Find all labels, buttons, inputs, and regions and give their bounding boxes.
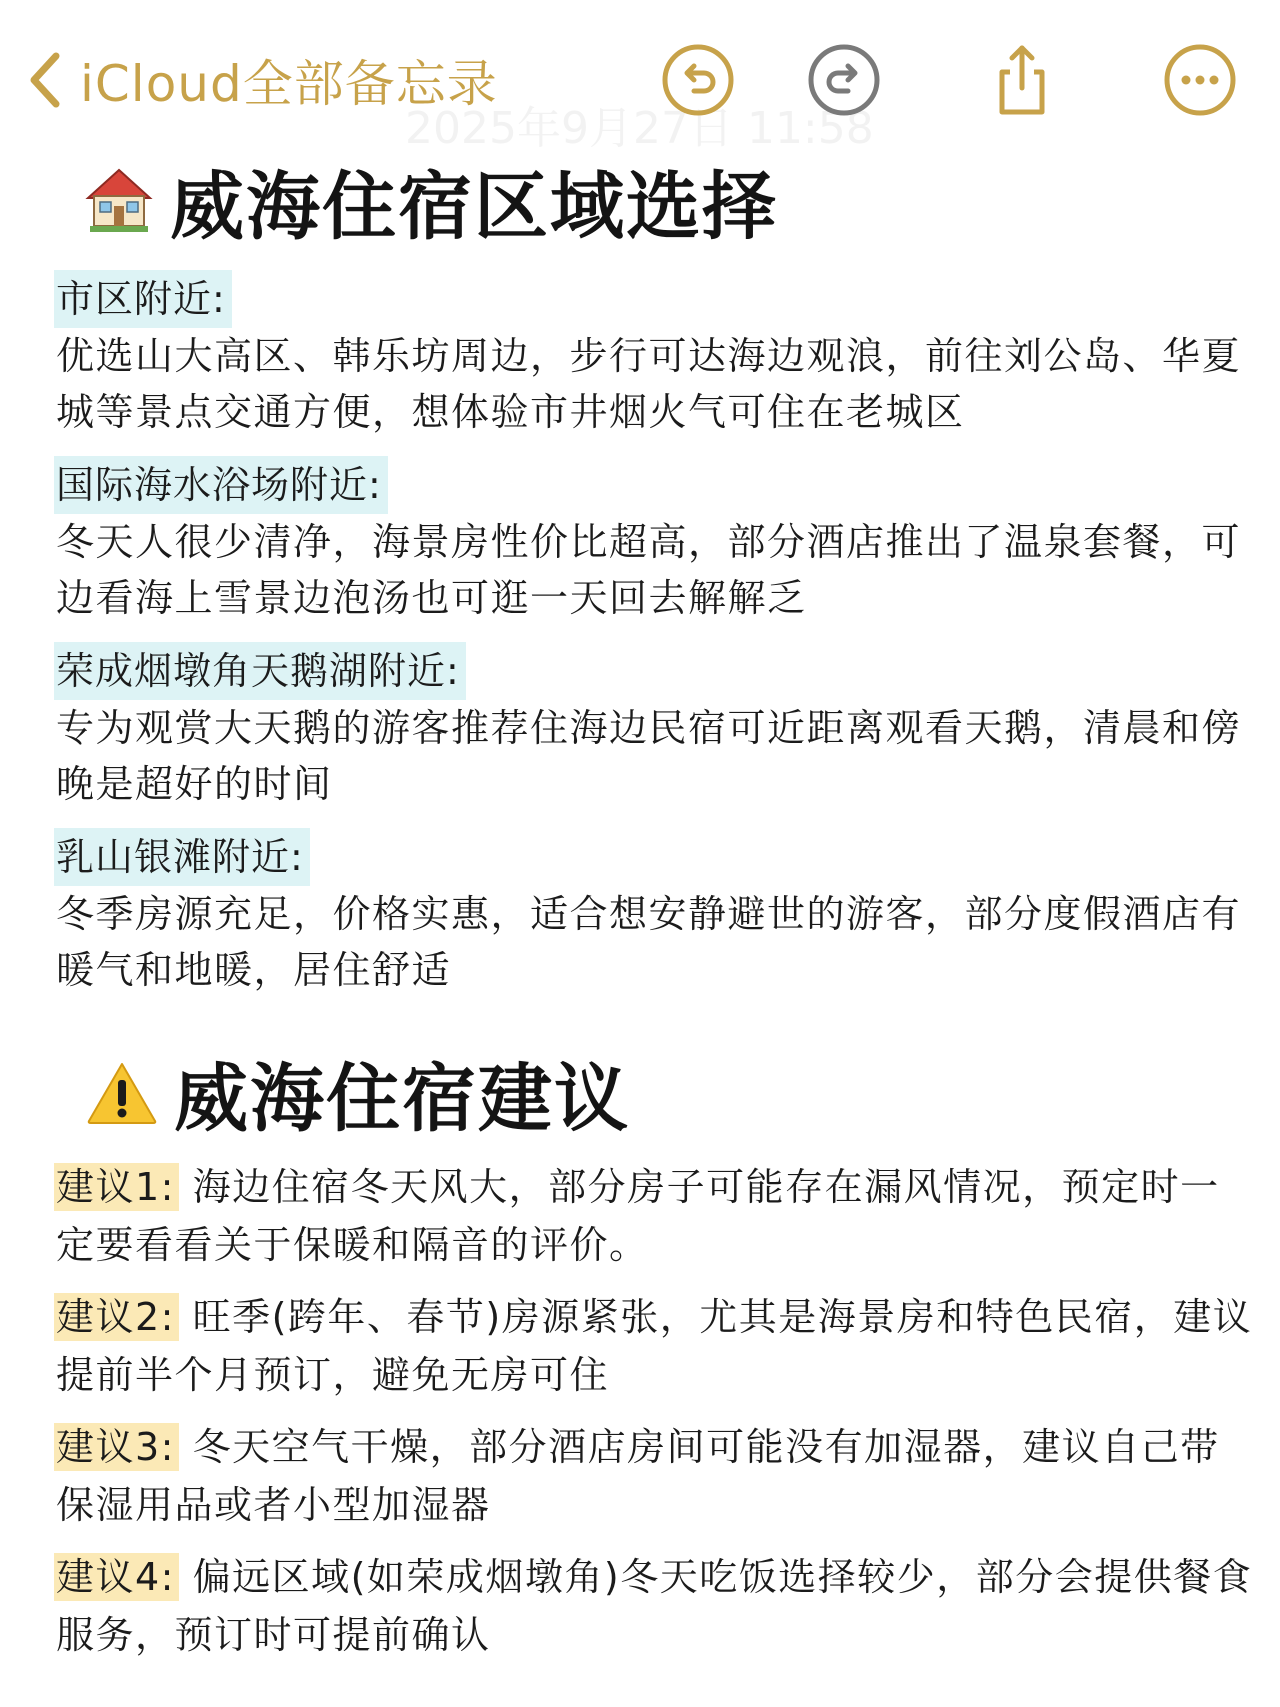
tip-item: [56, 1548, 1256, 1664]
area-description: 冬季房源充足，价格实惠，适合想安静避世的游客，部分度假酒店有暖气和地暖，居住舒适: [56, 892, 1242, 992]
house-icon: [84, 166, 154, 236]
tip-text: 海边住宿冬天风大，部分房子可能存在漏风情况，预定时一定要看看关于保暖和隔音的评价。: [56, 1165, 1220, 1267]
undo-button[interactable]: [660, 42, 736, 118]
section-title-areas: 威海住宿区域选择: [170, 164, 778, 250]
tip-list: [56, 1158, 1256, 1678]
area-item: [56, 828, 1256, 998]
area-item: [56, 456, 1256, 626]
redo-button[interactable]: [806, 42, 882, 118]
tip-text: 旺季(跨年、春节)房源紧张，尤其是海景房和特色民宿，建议提前半个月预订，避免无房可住: [56, 1295, 1253, 1397]
tip-label: 建议4:: [54, 1553, 179, 1601]
warning-icon: [86, 1060, 158, 1126]
area-title: 乳山银滩附近:: [54, 828, 310, 886]
area-item: [56, 642, 1256, 812]
more-button[interactable]: [1162, 42, 1238, 118]
tip-item: [56, 1158, 1256, 1274]
area-description: 专为观赏大天鹅的游客推荐住海边民宿可近距离观看天鹅，清晨和傍晚是超好的时间: [56, 706, 1242, 806]
navigation-bar: [0, 0, 1280, 160]
area-list: [56, 270, 1256, 1014]
chevron-left-icon: [26, 50, 62, 110]
area-item: [56, 270, 1256, 440]
back-label: iCloud全部备忘录: [80, 55, 498, 113]
tip-text: 偏远区域(如荣成烟墩角)冬天吃饭选择较少，部分会提供餐食服务，预订时可提前确认: [56, 1555, 1253, 1657]
tip-item: [56, 1418, 1256, 1534]
area-description: 优选山大高区、韩乐坊周边，步行可达海边观浪，前往刘公岛、华夏城等景点交通方便，想体验市井烟火气可住在老城区: [56, 334, 1242, 434]
area-title: 市区附近:: [54, 270, 232, 328]
tip-label: 建议2:: [54, 1293, 179, 1341]
area-title: 荣成烟墩角天鹅湖附近:: [54, 642, 466, 700]
note-date: 2025年9月27日 11:58: [405, 103, 874, 154]
more-icon: [1162, 42, 1238, 118]
undo-icon: [660, 42, 736, 118]
share-icon: [984, 42, 1060, 118]
area-description: 冬天人很少清净，海景房性价比超高，部分酒店推出了温泉套餐，可边看海上雪景边泡汤也可逛一天回去解解乏: [56, 520, 1242, 620]
section-heading-areas: [84, 148, 778, 254]
redo-icon: [806, 42, 882, 118]
area-title: 国际海水浴场附近:: [54, 456, 388, 514]
tip-label: 建议3:: [54, 1423, 179, 1471]
tip-text: 冬天空气干燥，部分酒店房间可能没有加湿器，建议自己带保湿用品或者小型加湿器: [56, 1425, 1220, 1527]
section-title-tips: 威海住宿建议: [174, 1056, 630, 1142]
section-heading-tips: [86, 1040, 630, 1146]
tip-label: 建议1:: [54, 1163, 179, 1211]
tip-item: [56, 1288, 1256, 1404]
share-button[interactable]: [984, 42, 1060, 118]
